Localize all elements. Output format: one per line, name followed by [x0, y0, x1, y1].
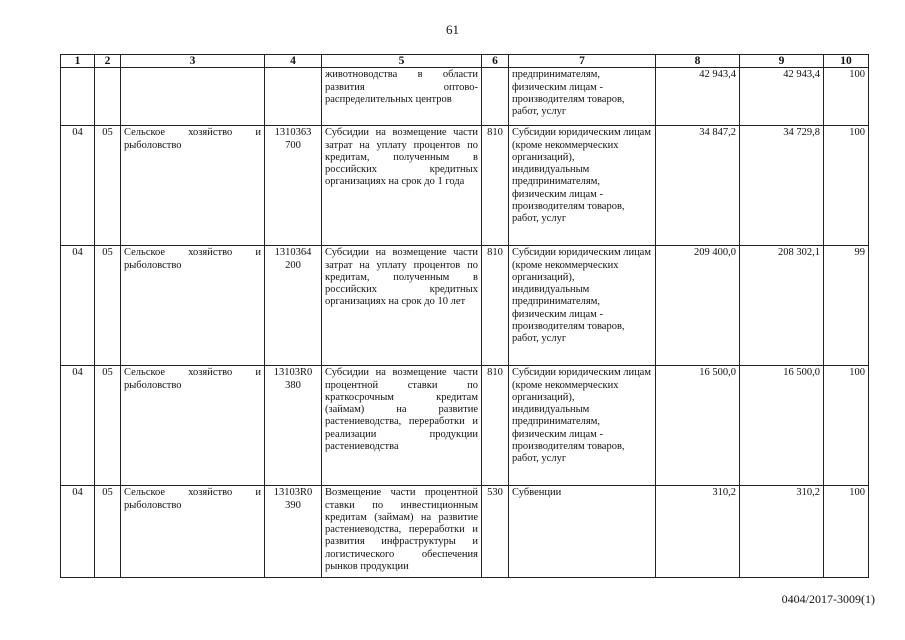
planned-amount-cell: 42 943,4 — [656, 68, 740, 126]
budget-table — [60, 54, 869, 578]
section-name-cell: Сельское хозяйство и рыболовство — [121, 126, 265, 246]
target-name-cell: животноводства в области развития оптово-распределительных центров — [322, 68, 482, 126]
expense-type-code-cell: 810 — [482, 246, 509, 366]
subsection-cell: 05 — [95, 486, 121, 578]
executed-amount-cell: 208 302,1 — [740, 246, 824, 366]
page-number: 61 — [446, 22, 459, 37]
section-name-cell: Сельское хозяйство и рыболовство — [121, 246, 265, 366]
percent-cell: 100 — [824, 486, 869, 578]
target-code-cell: 1310364 200 — [265, 246, 322, 366]
expense-type-name-cell: предпринимателям, физическим лицам - производителям товаров, работ, услуг — [509, 68, 656, 126]
target-code-cell: 1310363 700 — [265, 126, 322, 246]
expense-type-name-cell: Субсидии юридическим лицам (кроме некоммерческих организаций), индивидуальным предпринимателям, физическим лицам - производителям товаров, работ, услуг — [509, 246, 656, 366]
subsection-cell: 05 — [95, 366, 121, 486]
executed-amount-cell: 310,2 — [740, 486, 824, 578]
column-header: 10 — [824, 55, 869, 68]
target-code-cell: 13103R0 380 — [265, 366, 322, 486]
section-name-cell: Сельское хозяйство и рыболовство — [121, 366, 265, 486]
column-header: 8 — [656, 55, 740, 68]
column-header: 3 — [121, 55, 265, 68]
table-row — [61, 68, 869, 126]
expense-type-name-cell: Субсидии юридическим лицам (кроме некоммерческих организаций), индивидуальным предпринимателям, физическим лицам - производителям товаров, работ, услуг — [509, 366, 656, 486]
target-code-cell: 13103R0 390 — [265, 486, 322, 578]
section-name-cell — [121, 68, 265, 126]
section-cell — [61, 68, 95, 126]
section-cell: 04 — [61, 246, 95, 366]
column-header: 9 — [740, 55, 824, 68]
planned-amount-cell: 34 847,2 — [656, 126, 740, 246]
executed-amount-cell: 42 943,4 — [740, 68, 824, 126]
table-row — [61, 126, 869, 246]
section-cell: 04 — [61, 366, 95, 486]
target-name-cell: Субсидии на возмещение части затрат на уплату процентов по кредитам, полученным в российских кредитных организациях на срок до 10 лет — [322, 246, 482, 366]
column-header: 2 — [95, 55, 121, 68]
percent-cell: 99 — [824, 246, 869, 366]
expense-type-code-cell — [482, 68, 509, 126]
section-cell: 04 — [61, 126, 95, 246]
target-name-cell: Субсидии на возмещение части процентной ставки по краткосрочным кредитам (займам) на развитие растениеводства, переработки и реализации продукции растениеводства — [322, 366, 482, 486]
table-row — [61, 366, 869, 486]
column-header: 4 — [265, 55, 322, 68]
column-header: 5 — [322, 55, 482, 68]
column-header: 7 — [509, 55, 656, 68]
expense-type-code-cell: 530 — [482, 486, 509, 578]
section-name-cell: Сельское хозяйство и рыболовство — [121, 486, 265, 578]
subsection-cell: 05 — [95, 126, 121, 246]
executed-amount-cell: 16 500,0 — [740, 366, 824, 486]
percent-cell: 100 — [824, 68, 869, 126]
expense-type-code-cell: 810 — [482, 126, 509, 246]
table-row — [61, 486, 869, 578]
executed-amount-cell: 34 729,8 — [740, 126, 824, 246]
header-row — [61, 55, 869, 68]
document-code: 0404/2017-3009(1) — [781, 592, 875, 606]
subsection-cell — [95, 68, 121, 126]
percent-cell: 100 — [824, 126, 869, 246]
table-row — [61, 246, 869, 366]
planned-amount-cell: 16 500,0 — [656, 366, 740, 486]
planned-amount-cell: 209 400,0 — [656, 246, 740, 366]
target-name-cell: Субсидии на возмещение части затрат на уплату процентов по кредитам, полученным в российских кредитных организациях на срок до 1 года — [322, 126, 482, 246]
expense-type-name-cell: Субвенции — [509, 486, 656, 578]
percent-cell: 100 — [824, 366, 869, 486]
expense-type-code-cell: 810 — [482, 366, 509, 486]
subsection-cell: 05 — [95, 246, 121, 366]
section-cell: 04 — [61, 486, 95, 578]
column-header: 6 — [482, 55, 509, 68]
target-name-cell: Возмещение части процентной ставки по инвестиционным кредитам (займам) на развитие растениеводства, переработки и развития инфраструктуры и логистического обеспечения рынков продукции — [322, 486, 482, 578]
planned-amount-cell: 310,2 — [656, 486, 740, 578]
expense-type-name-cell: Субсидии юридическим лицам (кроме некоммерческих организаций), индивидуальным предпринимателям, физическим лицам - производителям товаров, работ, услуг — [509, 126, 656, 246]
column-header: 1 — [61, 55, 95, 68]
target-code-cell — [265, 68, 322, 126]
